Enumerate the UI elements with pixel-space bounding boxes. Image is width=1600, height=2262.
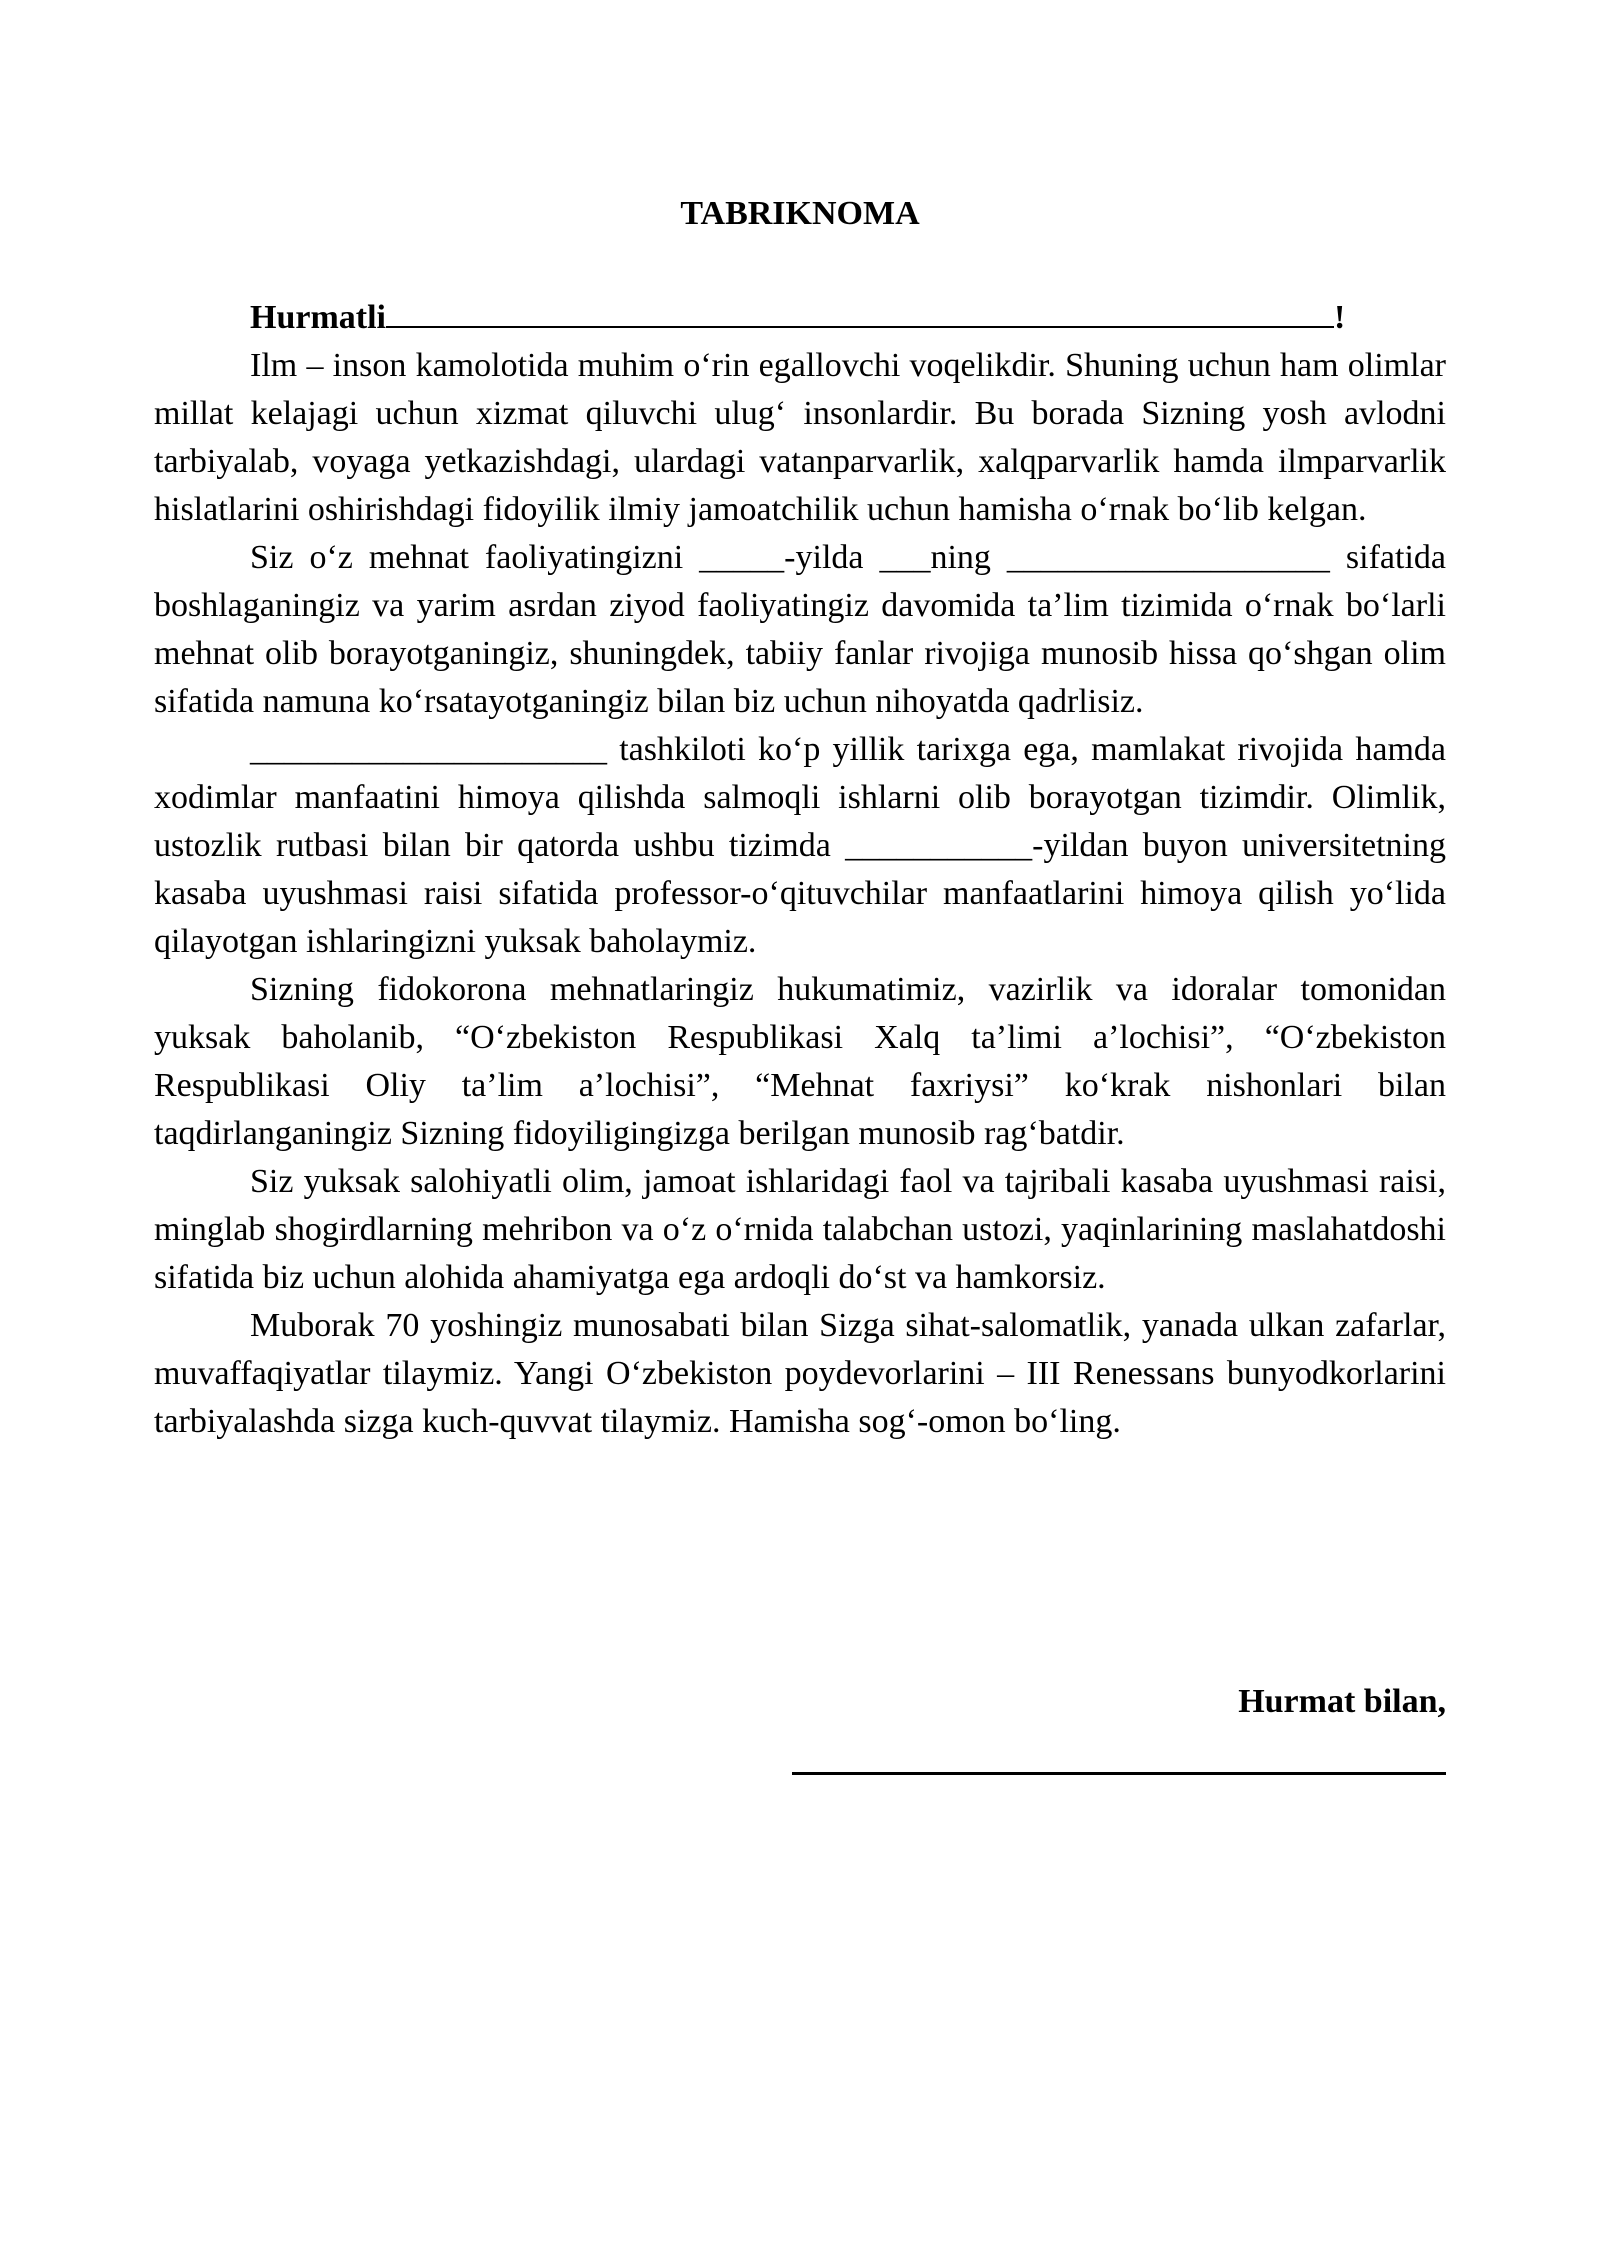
letter-body <box>154 290 1446 1446</box>
signature-line <box>792 1772 1446 1775</box>
greeting-label: Hurmatli <box>250 299 386 336</box>
paragraph-4: Sizning fidokorona mehnatlaringiz hukumatimiz, vazirlik va idoralar tomonidan yuksak baholanib, “O‘zbekiston Respublikasi Xalq ta’limi a’lochisi”, “O‘zbekiston Respublikasi Oliy ta’lim a’lochisi”, “Mehnat faxriysi” ko‘krak nishonlari bilan taqdirlanganingiz Sizning fidoyiligingizga berilgan munosib rag‘batdir. <box>154 971 1446 1152</box>
paragraph-6: Muborak 70 yoshingiz munosabati bilan Sizga sihat-salomatlik, yanada ulkan zafarlar, muvaffaqiyatlar tilaymiz. Yangi O‘zbekiston poydevorlarini – III Renessans bunyodkorlarini tarbiyalashda sizga kuch-quvvat tilaymiz. Hamisha sog‘-omon bo‘ling. <box>154 1307 1446 1440</box>
greeting-exclamation: ! <box>1333 299 1346 336</box>
paragraph-3: _____________________ tashkiloti ko‘p yillik tarixga ega, mamlakat rivojida hamda xodimlar manfaatini himoya qilishda salmoqli ishlarni olib borayotgan tizimdir. Olimlik, ustozlik rutbasi bilan bir qatorda ushbu tizimda ___________-yildan buyon universitetning kasaba uyushmasi raisi sifatida professor-o‘qituvchilar manfaatlarini himoya qilish yo‘lida qilayotgan ishlaringizni yuksak baholaymiz. <box>154 731 1446 960</box>
greeting-line <box>154 290 1446 342</box>
paragraph-5: Siz yuksak salohiyatli olim, jamoat ishlaridagi faol va tajribali kasaba uyushmasi raisi, minglab shogirdlarning mehribon va o‘z o‘rnida talabchan ustozi, yaqinlarining maslahatdoshi sifatida biz uchun alohida ahamiyatga ega ardoqli do‘st va hamkorsiz. <box>154 1163 1446 1296</box>
paragraph-2: Siz o‘z mehnat faoliyatingizni _____-yilda ___ning ___________________ sifatida boshlaganingiz va yarim asrdan ziyod faoliyatingiz davomida ta’lim tizimida o‘rnak bo‘larli mehnat olib borayotganingiz, shuningdek, tabiiy fanlar rivojiga munosib hissa qo‘shgan olim sifatida namuna ko‘rsatayotganingiz bilan biz uchun nihoyatda qadrlisiz. <box>154 539 1446 720</box>
document-title: TABRIKNOMA <box>680 195 920 232</box>
closing-text: Hurmat bilan, <box>1238 1683 1446 1720</box>
paragraph-1: Ilm – inson kamolotida muhim o‘rin egallovchi voqelikdir. Shuning uchun ham olimlar millat kelajagi uchun xizmat qiluvchi ulug‘ insonlardir. Bu borada Sizning yosh avlodni tarbiyalab, voyaga yetkazishdagi, ulardagi vatanparvarlik, xalqparvarlik hamda ilmparvarlik hislatlarini oshirishdagi fidoyilik ilmiy jamoatchilik uchun hamisha o‘rnak bo‘lib kelgan. <box>154 347 1446 528</box>
recipient-name-blank <box>386 290 1334 328</box>
